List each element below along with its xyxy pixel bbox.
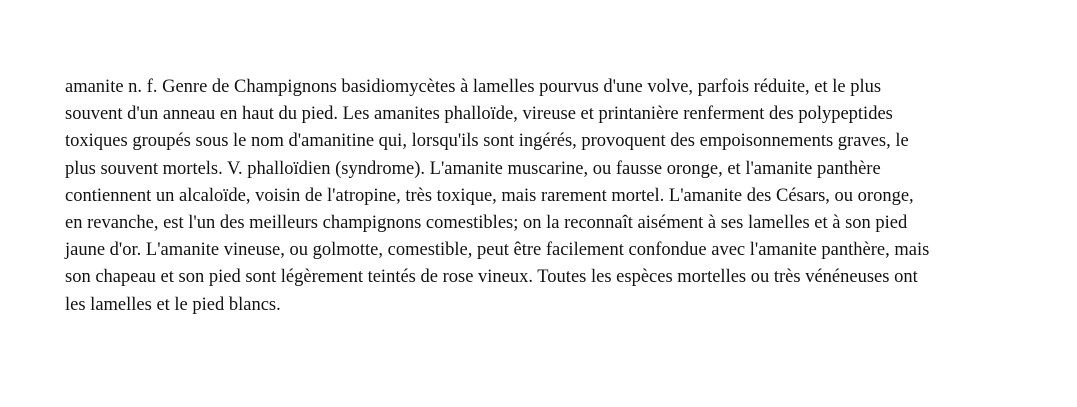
entry-line: jaune d'or. L'amanite vineuse, ou golmotte, comestible, peut être facilement confondue avec l'amanite panthère, mais — [65, 240, 930, 261]
document-page — [65, 74, 1015, 319]
entry-line: toxiques groupés sous le nom d'amanitine qui, lorsqu'ils sont ingérés, provoquent des empoisonnements graves, le — [65, 131, 909, 152]
entry-line: les lamelles et le pied blancs. — [65, 294, 281, 315]
entry-line: en revanche, est l'un des meilleurs champignons comestibles; on la reconnaît aisément à ses lamelles et à son pied — [65, 213, 908, 234]
dictionary-entry-amanite — [65, 74, 1015, 319]
entry-line: plus souvent mortels. V. phalloïdien (syndrome). L'amanite muscarine, ou fausse oronge, et l'amanite panthère — [65, 158, 881, 179]
entry-line: souvent d'un anneau en haut du pied. Les amanites phalloïde, vireuse et printanière renferment des polypeptides — [65, 104, 893, 125]
entry-line: son chapeau et son pied sont légèrement teintés de rose vineux. Toutes les espèces mortelles ou très vénéneuses ont — [65, 267, 918, 288]
entry-line: contiennent un alcaloïde, voisin de l'atropine, très toxique, mais rarement mortel. L'amanite des Césars, ou oronge, — [65, 185, 914, 206]
entry-line: amanite n. f. Genre de Champignons basidiomycètes à lamelles pourvus d'une volve, parfois réduite, et le plus — [65, 77, 882, 97]
